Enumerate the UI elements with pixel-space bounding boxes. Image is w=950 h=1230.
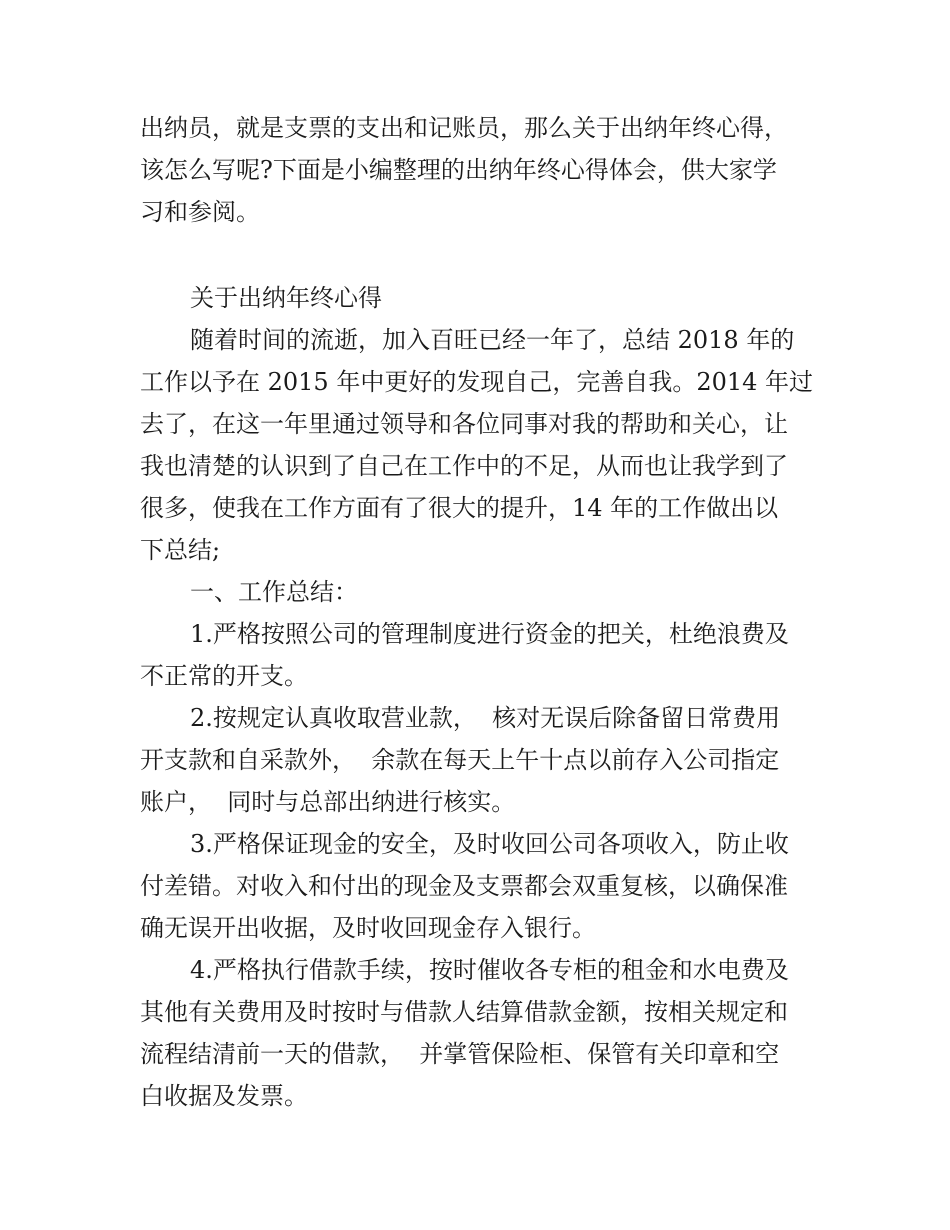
body-line: 流程结清前一天的借款， 并掌管保险柜、保管有关印章和空	[140, 1040, 780, 1068]
body-line: 1.严格按照公司的管理制度进行资金的把关，杜绝浪费及	[190, 620, 789, 648]
body-line: 我也清楚的认识到了自己在工作中的不足，从而也让我学到了	[140, 452, 788, 480]
body-lines	[140, 319, 820, 1117]
body-line: 付差错。对收入和付出的现金及支票都会双重复核，以确保准	[140, 872, 788, 900]
body-line: 3.严格保证现金的安全，及时收回公司各项收入，防止收	[190, 830, 789, 858]
intro-paragraph	[140, 107, 820, 233]
body-line: 工作以予在 2015 年中更好的发现自己，完善自我。2014 年过	[140, 368, 814, 396]
body-line: 账户， 同时与总部出纳进行核实。	[140, 788, 516, 816]
intro-line: 习和参阅。	[140, 198, 260, 226]
body-line: 4.严格执行借款手续，按时催收各专柜的租金和水电费及	[190, 956, 789, 984]
body-line: 随着时间的流逝，加入百旺已经一年了，总结 2018 年的	[190, 326, 795, 354]
body-line: 白收据及发票。	[140, 1082, 308, 1110]
body-line: 不正常的开支。	[140, 662, 308, 690]
body-line: 确无误开出收据，及时收回现金存入银行。	[140, 914, 596, 942]
body-line: 2.按规定认真收取营业款， 核对无误后除备留日常费用	[190, 704, 781, 732]
section-title: 关于出纳年终心得	[190, 284, 382, 312]
body-line: 去了，在这一年里通过领导和各位同事对我的帮助和关心，让	[140, 410, 788, 438]
article-body	[140, 277, 820, 1117]
body-line: 开支款和自采款外， 余款在每天上午十点以前存入公司指定	[140, 746, 780, 774]
body-line: 其他有关费用及时按时与借款人结算借款金额，按相关规定和	[140, 998, 788, 1026]
intro-line: 出纳员，就是支票的支出和记账员，那么关于出纳年终心得，	[140, 114, 788, 142]
intro-line: 该怎么写呢?下面是小编整理的出纳年终心得体会，供大家学	[140, 156, 777, 184]
body-line: 下总结;	[140, 536, 221, 564]
body-line: 一、工作总结：	[190, 578, 358, 606]
body-line: 很多，使我在工作方面有了很大的提升，14 年的工作做出以	[140, 494, 779, 522]
